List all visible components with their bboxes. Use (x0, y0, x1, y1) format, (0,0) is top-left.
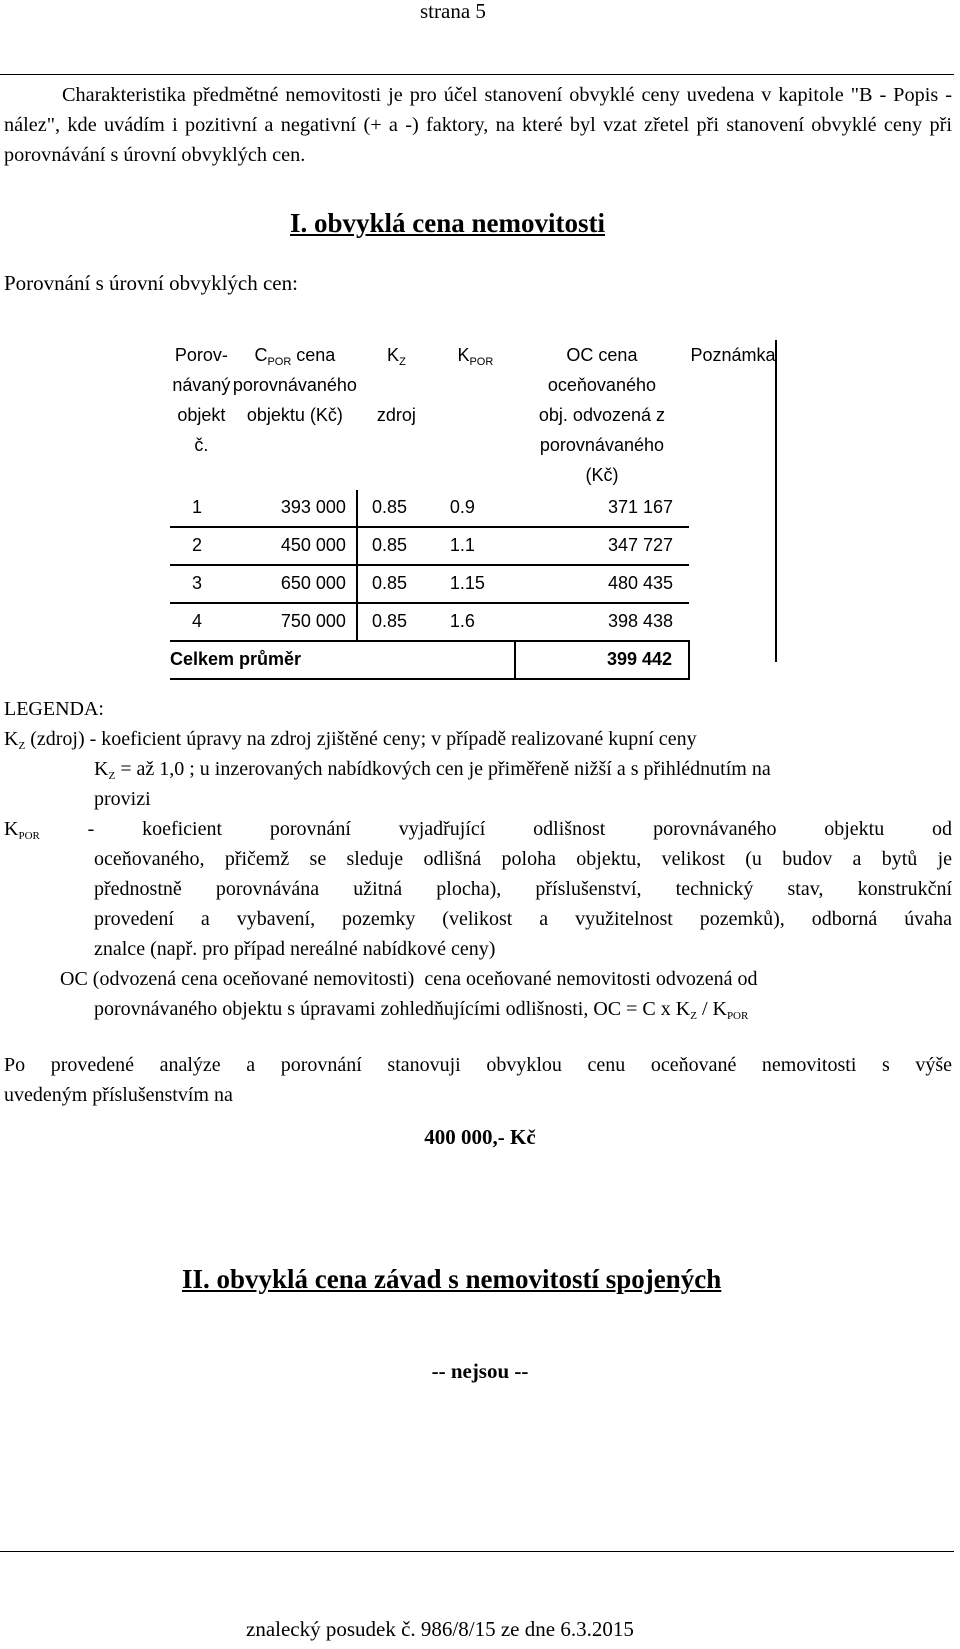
header-oc: OC cena oceňovaného obj. odvozená z porovnávaného (Kč) (538, 345, 665, 485)
legend-kpor-line3: přednostně porovnávána užitná plocha), příslušenství, technický stav, konstrukční (94, 878, 952, 900)
legend-kz-line2: $K_Z$ = až 1,0 ; u inzerovaných nabídkových cen je přiměřeně nižší a s přihlédnutím na (94, 758, 771, 782)
cell-kz: 0.85 (357, 603, 436, 641)
section2-title: II. obvyklá cena závad s nemovitostí spojených (182, 1264, 722, 1294)
cell-cpor: 650 000 (233, 565, 357, 603)
footer-text: znalecký posudek č. 986/8/15 ze dne 6.3.2015 (246, 1617, 634, 1641)
cell-oc: 371 167 (515, 490, 689, 527)
table-row (170, 527, 777, 565)
table-total-row (170, 641, 777, 679)
legend-oc-line1: OC (odvozená cena oceňované nemovitosti) cena oceňované nemovitosti odvozená od (60, 968, 758, 990)
cell-oc: 398 438 (515, 603, 689, 641)
legend-title: LEGENDA: (4, 698, 104, 720)
cell-oc: 480 435 (515, 565, 689, 603)
cell-note (689, 490, 777, 527)
legend-kz-line3: provizi (94, 788, 151, 810)
conclusion-line1: Po provedené analýze a porovnání stanovuji obvyklou cenu oceňované nemovitosti s výše (4, 1054, 952, 1076)
footer-rule (0, 1551, 954, 1552)
cell-kpor: 1.6 (436, 603, 515, 641)
section2-value: -- nejsou -- (431, 1359, 529, 1383)
cell-id: 4 (170, 603, 233, 641)
cell-note (689, 565, 777, 603)
cell-kpor: 0.9 (436, 490, 515, 527)
header-poznamka: Poznámka (690, 345, 776, 365)
header-kz: $K_Z$ zdroj (376, 345, 416, 425)
cell-note (689, 527, 777, 565)
cell-kz: 0.85 (357, 527, 436, 565)
table-row (170, 565, 777, 603)
table-row (170, 603, 777, 641)
total-value: 399 442 (515, 641, 689, 679)
comparison-table (170, 340, 777, 680)
cell-id: 1 (170, 490, 233, 527)
header-objekt: Porov- návaný objekt č. (172, 345, 231, 455)
cell-id: 3 (170, 565, 233, 603)
header-kpor: $K_{POR}$ (457, 345, 494, 368)
cell-cpor: 450 000 (233, 527, 357, 565)
total-note (689, 641, 777, 679)
legend-kpor-line2: oceňovaného, přičemž se sleduje odlišná poloha objektu, velikost (u budov a bytů je (94, 848, 952, 870)
cell-note (689, 603, 777, 641)
comparison-label: Porovnání s úrovní obvyklých cen: (4, 271, 298, 295)
table-header-row (170, 340, 777, 490)
conclusion-value: 400 000,- Kč (424, 1125, 536, 1149)
conclusion-line2: uvedeným příslušenstvím na (4, 1084, 233, 1106)
header-rule (0, 74, 954, 75)
table-row (170, 490, 777, 527)
table-right-border (775, 340, 777, 662)
legend-kpor-line5: znalce (např. pro případ nereálné nabídkové ceny) (94, 938, 496, 960)
cell-cpor: 750 000 (233, 603, 357, 641)
intro-paragraph: Charakteristika předmětné nemovitosti je pro účel stanovení obvyklé ceny uvedena v kapitole "B - Popis - nález", kde uvádím i pozitivní a negativní (+ a -) faktory, na které byl vzat zřetel při stanovení obvyklé ceny při porovnávání s úrovní obvyklých cen. (4, 84, 952, 166)
legend-kpor-line1: $K_{POR}$ - koeficient porovnání vyjadřující odlišnost porovnávaného objektu od (4, 818, 952, 842)
section1-title: I. obvyklá cena nemovitosti (290, 208, 606, 238)
cell-id: 2 (170, 527, 233, 565)
legend-oc-line2: porovnávaného objektu s úpravami zohledňujícími odlišnosti, OC = C x $K_Z / K_{POR}$ (94, 998, 749, 1022)
cell-oc: 347 727 (515, 527, 689, 565)
header-cpor: $C_{POR}$ cena porovnávaného objektu (Kč) (232, 345, 357, 425)
cell-kpor: 1.1 (436, 527, 515, 565)
page-number: strana 5 (420, 0, 486, 23)
total-label: Celkem průměr (170, 641, 515, 679)
cell-kpor: 1.15 (436, 565, 515, 603)
cell-kz: 0.85 (357, 565, 436, 603)
legend-kpor-line4: provedení a vybavení, pozemky (velikost a využitelnost pozemků), odborná úvaha (94, 908, 952, 930)
cell-kz: 0.85 (357, 490, 436, 527)
legend-kz-line1: $K_Z$ (zdroj) - koeficient úpravy na zdroj zjištěné ceny; v případě realizované kupní ceny (4, 728, 697, 752)
cell-cpor: 393 000 (233, 490, 357, 527)
